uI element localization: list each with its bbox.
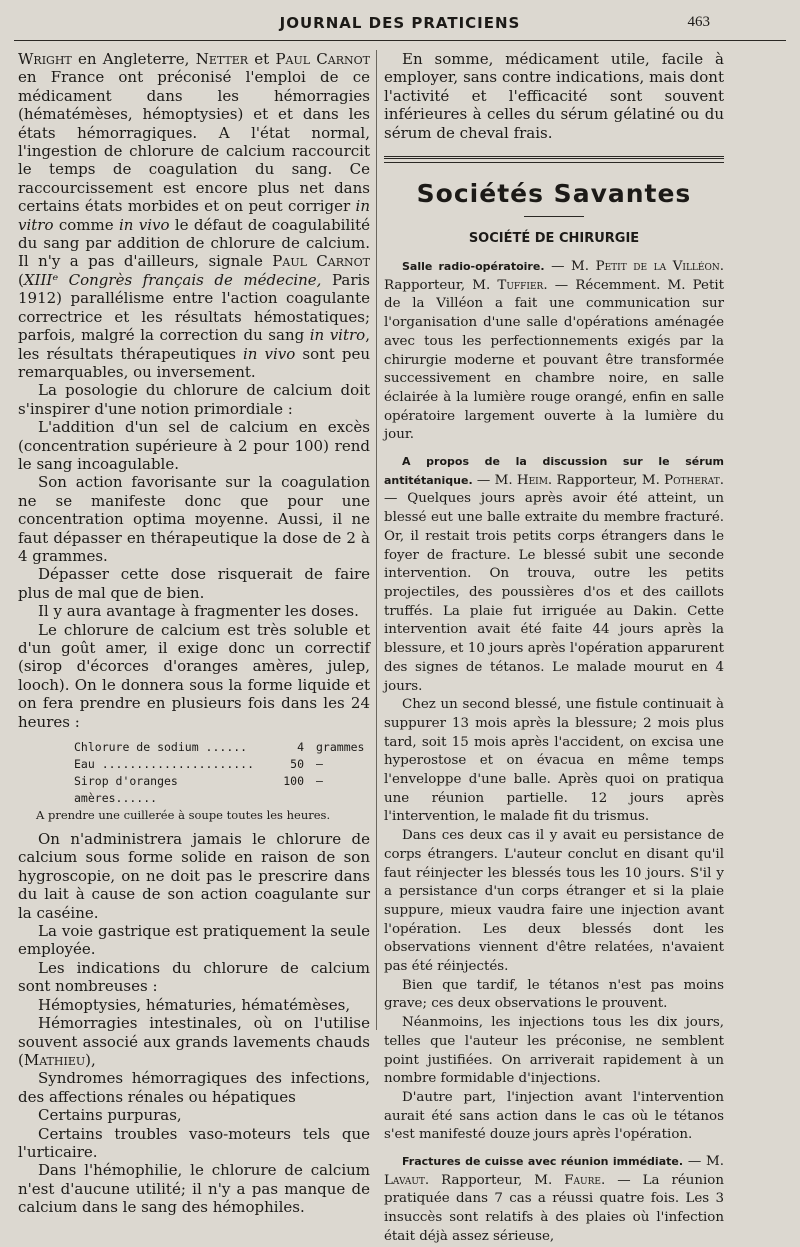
article-salle-radio: Salle radio-opératoire. — M. Petit de la Villéon. Rapporteur, M. Tuffier. — Récemment. M. Petit de la Villéon a fait une communication sur l'organisation d'une salle d'opérations aménagée avec tous les perfectionnements exigés par la chirurgie moderne et pouvant être transformée successivement en chambre noire, en salle éclairée à la lumière rouge orangé, enfin en salle opératoire largement ouverte à la lumière du jour. [384, 259, 725, 443]
prescription-block [18, 739, 370, 824]
author-name: Petit de la Villéon [595, 259, 720, 275]
journal-title: JOURNAL DES PRATICIENS [279, 14, 521, 32]
article-paragraph: Bien que tardif, le tétanos n'est pas moins grave; ces deux observations le prouvent. [384, 977, 724, 1012]
italic-text: XIIIᵉ Congrès français de médecine, [23, 270, 322, 289]
ingredient-unit: — [316, 774, 323, 789]
ingredient-quantity: 4 [297, 740, 304, 755]
paragraph-text: comme [53, 215, 119, 234]
prescription-note: A prendre une cuillerée à soupe toutes les heures. [36, 808, 331, 823]
page-number: 463 [687, 14, 710, 30]
paragraph-text: sont peu remarquables, ou inversement. [18, 344, 370, 381]
paragraph-text: en France ont préconisé l'emploi de ce médicament dans les hémorragies (hématémèses, hémoptysies) et et dans les états hémorragiques. A l'état normal, l'ingestion de chlorure de calcium raccourcit le temps de coagulation du sang. Ce raccourcissement est encore plus net dans certains états morbides et on peut corriger [18, 68, 370, 216]
article-heading: Salle radio-opératoire. [402, 260, 545, 274]
column-divider [376, 50, 377, 1030]
italic-text: in vitro [309, 326, 366, 345]
article-paragraph: Chez un second blessé, une fistule continuait à suppurer 13 mois après la blessure; 2 mois plus tard, soit 15 mois après l'accident, on excisa une hyperostose et on évacua en même temps l'enveloppe d'une balle. Après quoi on pratiqua une réunion partielle. 12 jours après l'intervention, le malade fit du trismus. [384, 697, 724, 825]
author-name: Paul Carnot [272, 252, 370, 271]
paragraph-gastric-route: La voie gastrique est pratiquement la seule employée. [18, 922, 370, 959]
ingredient-unit: grammes [316, 740, 365, 755]
society-heading: SOCIÉTÉ DE CHIRURGIE [468, 231, 640, 247]
indication-text: ), [85, 1050, 96, 1069]
author-name: Potherat [664, 472, 720, 488]
indication-item: Hémoptysies, hématuries, hématémèses, [38, 995, 351, 1014]
author-name: Paul Carnot [275, 50, 370, 68]
prescription-row [18, 756, 370, 773]
paragraph-overdose: Dépasser cette dose risquerait de faire plus de mal que de bien. [18, 565, 370, 602]
paragraph-carnot-references [18, 50, 370, 381]
article-paragraph: Néanmoins, les injections tous les dix jours, telles que l'auteur les préconise, ne semblent point justifiées. On arriverait rapidement à un nombre formidable d'injections. [384, 1015, 724, 1087]
left-column [18, 50, 370, 1217]
title-underline [524, 216, 584, 217]
author-name: Mathieu [23, 1050, 86, 1069]
paragraph-conclusion: En somme, médicament utile, facile à employer, sans contre indications, mais dont l'activité et l'efficacité sont souvent inférieures à celles du sérum gélatiné ou du sérum de cheval frais. [384, 50, 724, 142]
paragraph-indications: Les indications du chlorure de calcium sont nombreuses : [18, 958, 370, 996]
article-text: La réunion pratiquée dans 7 cas a réussi quatre fois. Les 3 insuccès sont relatifs à des plaies où l'infection était déjà assez sérieuse, [384, 1172, 724, 1244]
paragraph-text: le défaut de coagulabilité du sang par addition de chlorure de calcium. Il n'y a pas d'ailleurs, signale [18, 215, 370, 271]
indication-item: Syndromes hémorragiques des infections, des affections rénales ou hépatiques [18, 1069, 370, 1106]
indication-item: Certains troubles vaso-moteurs tels que l'urticaire. [18, 1124, 370, 1161]
paragraph-text: et [248, 50, 276, 68]
prescription-row [18, 739, 370, 756]
paragraph-optimal-dose: Son action favorisante sur la coagulation ne se manifeste donc que pour une concentration optima moyenne. Aussi, il ne faut dépasser en thérapeutique la dose de 2 à 4 grammes. [18, 473, 370, 565]
indication-item [18, 1014, 370, 1069]
ingredient-quantity: 50 [290, 757, 304, 772]
italic-text: in vivo [242, 344, 296, 363]
right-column [384, 50, 724, 1247]
paragraph-no-solid-form: On n'administrera jamais le chlorure de calcium sous forme solide en raison de son hygroscopie, on ne doit pas le prescrire dans du lait à cause de son action coagulante sur la caséine. [18, 830, 370, 922]
article-heading: Fractures de cuisse avec réunion immédiate. [402, 1155, 684, 1169]
article-heading: A propos de la discussion sur le sérum antitétanique. [384, 455, 724, 487]
ingredient-name: Sirop d'oranges amères...... [74, 774, 178, 806]
paragraph-posologie: La posologie du chlorure de calcium doit s'inspirer d'une notion primordiale : [18, 381, 370, 418]
ingredient-name: Chlorure de sodium ...... [74, 740, 248, 755]
author-name: Lavaut [384, 1172, 425, 1188]
header-rule [14, 40, 786, 41]
article-serum-antitetanique: A propos de la discussion sur le sérum antitétanique. — M. Heim. Rapporteur, M. Potherat. — Quelques jours après avoir été atteint, un blessé eut une balle extraite du membre fracturé. Or, il restait trois petits corps étrangers dans le foyer de fracture. Le blessé subit une seconde intervention. On trouva, outre les petits projectiles, des poussières d'os et des caillots truffés. La plaie fut irriguée au Dakin. Cette intervention avait été faite 44 jours après la blessure, et 10 jours après l'opération apparurent des signes de tétanos. Le malade mourut en 4 jours. [384, 455, 724, 694]
paragraph-fragment-doses: Il y aura avantage à fragmenter les doses. [38, 602, 359, 621]
paragraph-corrective: Le chlorure de calcium est très soluble et d'un goût amer, il exige donc un correctif (sirop d'écorces d'oranges amères, julep, looch). On le donnera sous la forme liquide et on fera prendre en plusieurs fois dans les 24 heures : [18, 620, 370, 731]
author-name: Faure [564, 1172, 601, 1188]
paragraph-text: ( [18, 270, 24, 289]
indication-item: Certains purpuras, [38, 1106, 182, 1125]
ingredient-quantity: 100 [283, 774, 304, 789]
article-text: Récemment. M. Petit de la Villéon a fait une communication sur l'organisation d'une salle d'opérations aménagée avec tous les perfectionnements exigés par la chirurgie moderne et pouvant être transformée successivement en chambre noire, en salle éclairée à la lumière rouge orangé, enfin en salle opératoire largement ouverte à la lumière du jour. [384, 277, 725, 443]
author-name: Wright [18, 50, 72, 68]
section-rule [384, 156, 724, 163]
ingredient-unit: — [316, 757, 323, 772]
author-name: Netter [195, 50, 249, 68]
section-title: Sociétés Savantes [416, 179, 692, 209]
italic-text: in vitro [18, 197, 370, 234]
author-name: Heim [516, 472, 548, 488]
ingredient-name: Eau ...................... [74, 757, 255, 772]
spacer [384, 1145, 724, 1153]
page-header [0, 6, 800, 36]
article-fractures-cuisse: Fractures de cuisse avec réunion immédiate. — M. Lavaut. Rapporteur, M. Faure. — La réunion pratiquée dans 7 cas a réussi quatre fois. Les 3 insuccès sont relatifs à des plaies où l'infection était déjà assez sérieuse, [384, 1154, 725, 1244]
article-paragraph: D'autre part, l'injection avant l'intervention aurait été sans action dans le cas où le tétanos s'est manifesté douze jours après l'opération. [384, 1089, 724, 1143]
article-paragraph: Dans ces deux cas il y avait eu persistance de corps étrangers. L'auteur conclut en disant qu'il faut réinjecter les blessés tous les 10 jours. S'il y a persistance d'un corps étranger et si la plaie suppure, mieux vaudra faire une injection avant l'opération. Les deux blessés dont les observations viennent d'être relatées, n'avaient pas été réinjectés. [384, 828, 724, 975]
indication-text: Hémorragies intestinales, où on l'utilise souvent associé aux grands lavements chauds ( [18, 1014, 370, 1069]
paragraph-concentration: L'addition d'un sel de calcium en excès (concentration supérieure à 2 pour 100) rend le sang incoagulable. [18, 418, 370, 473]
italic-text: in vivo [118, 215, 170, 234]
paragraph-text: Paris 1912) parallélisme entre l'action coagulante correctrice et les résultats hémostatiques; parfois, malgré la correction du sang [18, 270, 371, 345]
paragraph-hemophilia: Dans l'hémophilie, le chlorure de calcium n'est d'aucune utilité; il n'y a pas manque de calcium dans le sang des hémophiles. [18, 1161, 370, 1217]
prescription-row [18, 773, 370, 807]
article-text: Quelques jours après avoir été atteint, un blessé eut une balle extraite du membre fracturé. Or, il restait trois petits corps étrangers dans le foyer de fracture. Le blessé subit une seconde intervention. On trouva, outre les petits projectiles, des poussières d'os et des caillots truffés. La plaie fut irriguée au Dakin. Cette intervention avait été faite 44 jours après la blessure, et 10 jours après l'opération apparurent des signes de tétanos. Le malade mourut en 4 jours. [384, 491, 724, 694]
spacer [384, 445, 724, 453]
author-name: Tuffier [497, 277, 544, 293]
paragraph-text: en Angleterre, [71, 50, 196, 68]
paragraph-text: , les résultats thérapeutiques [18, 326, 370, 363]
